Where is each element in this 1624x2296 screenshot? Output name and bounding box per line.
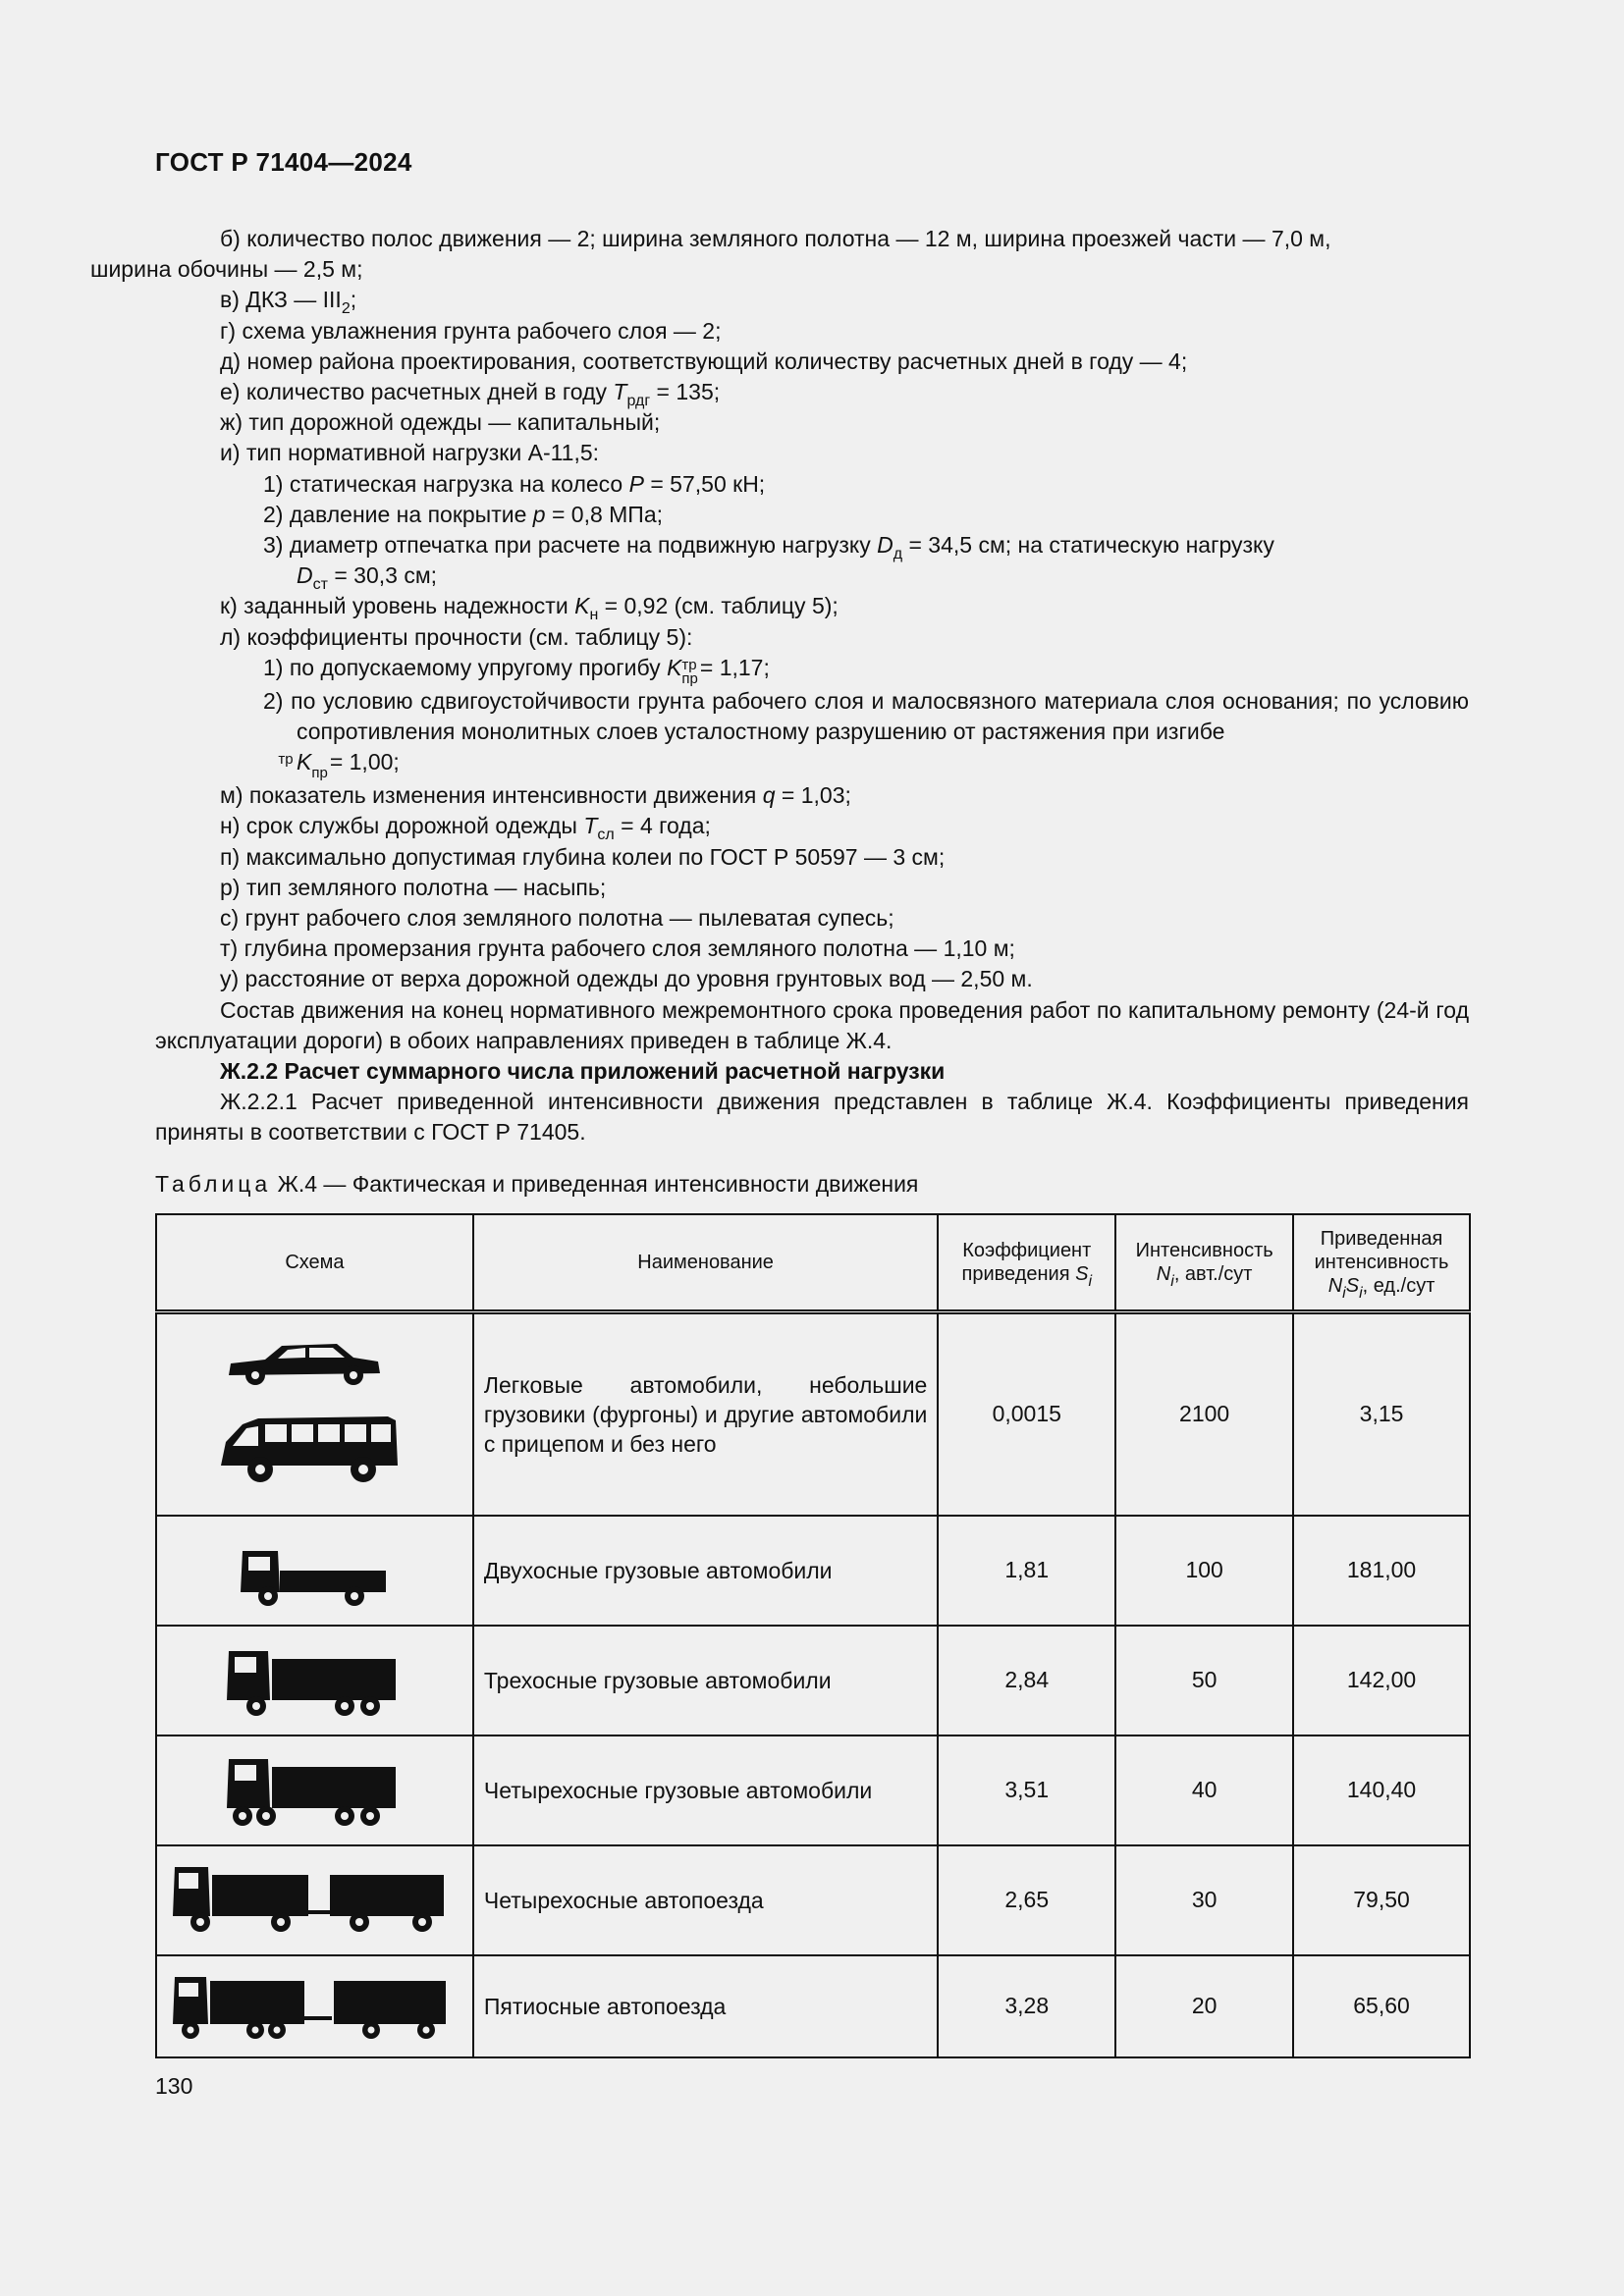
item-i2-text: 2) давление на покрытие	[263, 501, 533, 527]
row-name: Пятиосные автопоезда	[473, 1955, 938, 2057]
item-i2-value: = 0,8 МПа;	[545, 501, 664, 527]
header-name: Наименование	[473, 1214, 938, 1312]
item-v-sub: 2	[341, 300, 351, 318]
document-header: ГОСТ Р 71404—2024	[155, 147, 412, 177]
scheme-cell	[156, 1626, 473, 1735]
header-coef-sub: i	[1088, 1273, 1093, 1290]
paragraph-zh2221: Ж.2.2.1 Расчет приведенной интенсивности движения представлен в таблице Ж.4. Коэффициенты приведения приняты в соответствии с ГОСТ Р 71405.	[155, 1089, 1469, 1146]
item-n-value: = 4 года;	[614, 813, 711, 839]
item-l2-line1: 2) по условию сдвигоустойчивости грунта рабочего слоя и малосвязного материала слоя основания;	[263, 687, 1339, 714]
item-l: л) коэффициенты прочности (см. таблицу 5):	[220, 623, 693, 650]
item-n	[155, 811, 1469, 844]
item-i1-text: 1) статическая нагрузка на колесо	[263, 470, 629, 497]
header-intensity	[1115, 1214, 1293, 1312]
item-l1-value: = 1,17;	[699, 654, 770, 680]
item-l2	[155, 686, 1469, 780]
header-coef-line2: приведения	[961, 1263, 1076, 1285]
header-reduced-line1: Приведенная	[1320, 1228, 1443, 1250]
item-n-text: н) срок службы дорожной одежды	[220, 813, 584, 839]
item-r: р) тип земляного полотна — насыпь;	[220, 874, 607, 900]
item-s: с) грунт рабочего слоя земляного полотна — пылеватая супесь;	[220, 905, 894, 932]
header-coef-var: S	[1075, 1263, 1089, 1285]
item-l2-sub: пр	[311, 765, 328, 782]
item-k-sub: н	[589, 607, 599, 624]
row-name: Двухосные грузовые автомобили	[473, 1516, 938, 1626]
item-l1-text: 1) по допускаемому упругому прогибу	[263, 654, 668, 680]
car-and-van-icon	[211, 1326, 417, 1503]
item-i3-sub: д	[893, 546, 903, 563]
row-coef: 3,51	[938, 1735, 1115, 1845]
header-intensity-line1: Интенсивность	[1135, 1240, 1273, 1261]
item-v-end: ;	[350, 287, 357, 313]
table-row	[156, 1626, 1470, 1735]
paragraph-sostav: Состав движения на конец нормативного межремонтного срока проведения работ по капитальному ремонту (24-й год эксплуатации дороги) в обоих направлениях приведен в таблице Ж.4.	[155, 996, 1469, 1053]
row-intensity: 2100	[1115, 1312, 1293, 1516]
item-l2-line2: по условию сопротивления монолитных слоев усталостному разрушению от растяжения при изгибе	[297, 687, 1470, 745]
item-e-text: е) количество расчетных дней в году	[220, 379, 614, 405]
header-scheme: Схема	[156, 1214, 473, 1312]
scheme-cell	[156, 1845, 473, 1955]
item-n-var: T	[583, 813, 598, 839]
four-axle-truck-icon	[221, 1751, 407, 1830]
item-t: т) глубина промерзания грунта рабочего слоя земляного полотна — 1,10 м;	[220, 935, 1015, 962]
item-k-text: к) заданный уровень надежности	[220, 593, 575, 619]
item-i3	[155, 530, 1469, 594]
row-name: Четырехосные автопоезда	[473, 1845, 938, 1955]
item-i1-value: = 57,50 кН;	[643, 470, 766, 497]
row-coef: 1,81	[938, 1516, 1115, 1626]
item-i3-value: = 34,5 см; на статическую нагрузку	[902, 532, 1274, 559]
item-l1-sub: пр	[681, 669, 698, 687]
table-row	[156, 1955, 1470, 2057]
item-b-line1: б) количество полос движения — 2; ширина земляного полотна — 12 м, ширина проезжей части — 7,0 м,	[220, 226, 1331, 251]
item-m-value: = 1,03;	[775, 782, 851, 809]
item-e-sub: рдг	[626, 393, 651, 410]
item-k	[155, 591, 1469, 624]
item-i2-var: p	[532, 501, 546, 527]
row-coef: 2,84	[938, 1626, 1115, 1735]
item-l2-value: = 1,00;	[329, 749, 400, 775]
header-reduced-sub1: i	[1342, 1285, 1346, 1302]
item-i1-var: P	[628, 470, 644, 497]
item-i3-var: D	[877, 532, 893, 559]
scheme-cell	[156, 1516, 473, 1626]
item-i3b-sub: ст	[312, 576, 328, 594]
header-intensity-unit: , авт./сут	[1173, 1263, 1253, 1285]
item-i2	[155, 500, 1469, 530]
page-number: 130	[155, 2073, 193, 2099]
five-axle-road-train-icon	[167, 1967, 461, 2046]
row-coef: 3,28	[938, 1955, 1115, 2057]
header-reduced-line2: интенсивность	[1314, 1252, 1449, 1273]
row-coef: 0,0015	[938, 1312, 1115, 1516]
item-d: д) номер района проектирования, соответствующий количеству расчетных дней в году — 4;	[220, 347, 1188, 374]
table-row	[156, 1312, 1470, 1516]
item-l2-sup: тр	[278, 751, 294, 769]
row-name: Четырехосные грузовые автомобили	[473, 1735, 938, 1845]
row-name: Легковые автомобили, небольшие грузовики (фургоны) и другие автомобили с прицепом и без него	[473, 1312, 938, 1516]
row-intensity: 20	[1115, 1955, 1293, 2057]
item-i: и) тип нормативной нагрузки А-11,5:	[220, 440, 600, 466]
scheme-cell	[156, 1312, 473, 1516]
document-body	[90, 224, 1470, 1148]
item-m-text: м) показатель изменения интенсивности движения	[220, 782, 763, 809]
row-intensity: 50	[1115, 1626, 1293, 1735]
item-k-var: K	[574, 593, 590, 619]
item-l1-var: K	[667, 654, 682, 680]
row-reduced: 3,15	[1293, 1312, 1470, 1516]
row-reduced: 181,00	[1293, 1516, 1470, 1626]
four-axle-road-train-icon	[167, 1861, 461, 1940]
item-l1-sup: тр	[681, 656, 697, 673]
item-m	[155, 780, 1469, 811]
item-e	[155, 377, 1469, 410]
traffic-table	[155, 1213, 1471, 2058]
header-reduced-sub2: i	[1359, 1285, 1363, 1302]
table-caption-label: Таблица	[155, 1171, 272, 1197]
three-axle-truck-icon	[221, 1641, 407, 1720]
item-l2-var: K	[297, 749, 312, 775]
row-reduced: 142,00	[1293, 1626, 1470, 1735]
item-e-var: T	[613, 379, 627, 405]
table-header-row	[156, 1214, 1470, 1312]
header-reduced-unit: , ед./сут	[1362, 1275, 1435, 1297]
item-zh: ж) тип дорожной одежды — капитальный;	[220, 409, 661, 436]
header-intensity-sub: i	[1170, 1273, 1174, 1290]
item-i3b-value: = 30,3 см;	[327, 562, 438, 589]
section-heading-zh222: Ж.2.2 Расчет суммарного числа приложений расчетной нагрузки	[220, 1058, 946, 1085]
item-v-text: в) ДКЗ — III	[220, 287, 342, 313]
header-reduced-var1: N	[1327, 1275, 1343, 1297]
header-reduced	[1293, 1214, 1470, 1312]
item-u: у) расстояние от верха дорожной одежды до уровня грунтовых вод — 2,50 м.	[220, 966, 1033, 992]
scheme-cell	[156, 1735, 473, 1845]
item-g: г) схема увлажнения грунта рабочего слоя — 2;	[220, 317, 722, 344]
item-k-value: = 0,92 (см. таблицу 5);	[598, 593, 839, 619]
two-axle-truck-icon	[231, 1531, 398, 1610]
item-i3-text: 3) диаметр отпечатка при расчете на подвижную нагрузку	[263, 532, 878, 559]
row-intensity: 100	[1115, 1516, 1293, 1626]
table-caption-text: Ж.4 — Фактическая и приведенная интенсивности движения	[271, 1171, 919, 1197]
row-reduced: 65,60	[1293, 1955, 1470, 2057]
item-l1-supsub	[681, 656, 698, 687]
item-l1	[155, 653, 1469, 686]
row-intensity: 40	[1115, 1735, 1293, 1845]
row-reduced: 79,50	[1293, 1845, 1470, 1955]
item-p: п) максимально допустимая глубина колеи по ГОСТ Р 50597 — 3 см;	[220, 843, 946, 870]
item-i3b-var: D	[297, 562, 313, 589]
table-row	[156, 1845, 1470, 1955]
header-reduced-var2: S	[1345, 1275, 1360, 1297]
row-intensity: 30	[1115, 1845, 1293, 1955]
item-e-value: = 135;	[650, 379, 721, 405]
item-i1	[155, 469, 1469, 500]
scheme-cell	[156, 1955, 473, 2057]
item-l2-supsub	[278, 751, 328, 782]
item-b-line2: ширина обочины — 2,5 м;	[90, 256, 363, 283]
item-v	[155, 285, 1469, 318]
row-coef: 2,65	[938, 1845, 1115, 1955]
item-m-var: q	[762, 782, 776, 809]
table-row	[156, 1516, 1470, 1626]
table-caption	[155, 1171, 918, 1198]
header-coef	[938, 1214, 1115, 1312]
item-n-sub: сл	[597, 827, 615, 844]
header-intensity-var: N	[1156, 1263, 1171, 1285]
row-reduced: 140,40	[1293, 1735, 1470, 1845]
item-b	[90, 224, 1469, 285]
header-coef-line1: Коэффициент	[962, 1240, 1092, 1261]
row-name: Трехосные грузовые автомобили	[473, 1626, 938, 1735]
table-row	[156, 1735, 1470, 1845]
